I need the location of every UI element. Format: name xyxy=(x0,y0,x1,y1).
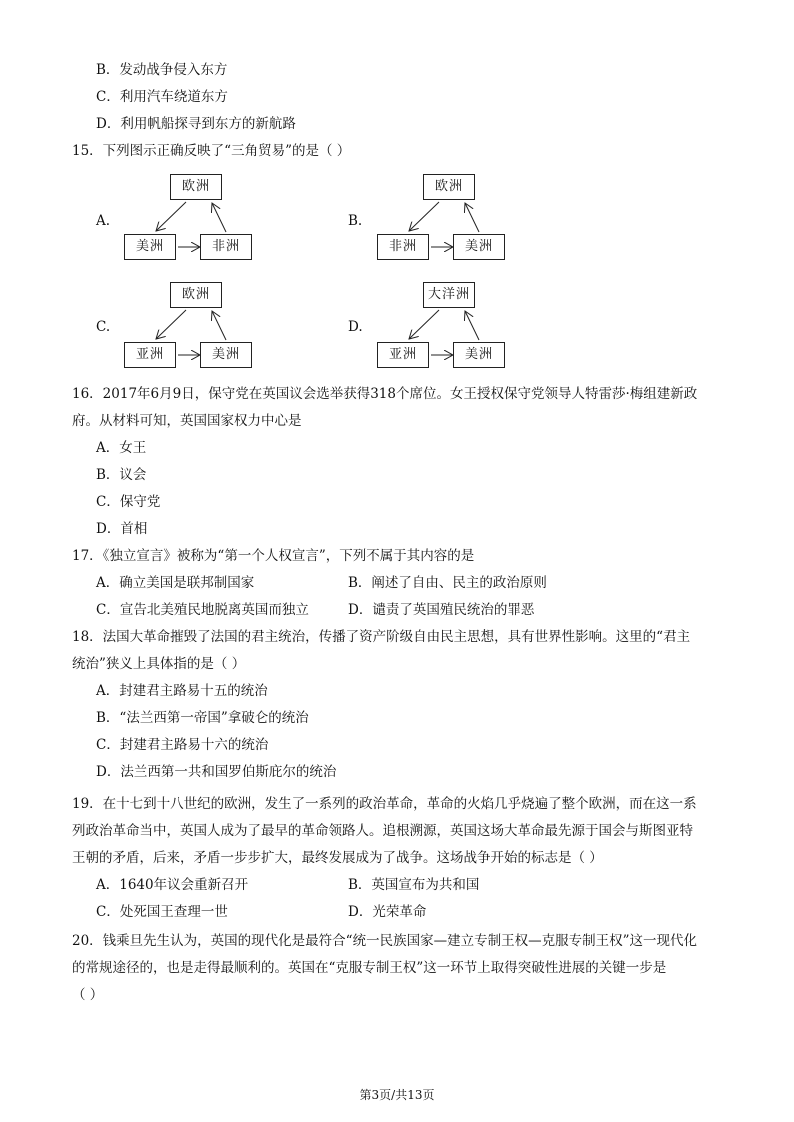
q14-option-b: B．发动战争侵入东方 xyxy=(96,62,228,78)
q19-stem-line3: 王朝的矛盾，后来，矛盾一步步扩大，最终发展成为了战争。这场战争开始的标志是（ ） xyxy=(72,850,603,866)
diagram-b-left-box: 非洲 xyxy=(377,234,429,260)
q15-diagram-a xyxy=(120,174,320,264)
page-footer: 第3页/共13页 xyxy=(359,1088,435,1102)
diagram-b-top-box: 欧洲 xyxy=(423,174,475,200)
q16-stem-line1: 16．2017年6月9日，保守党在英国议会选举获得318个席位。女王授权保守党领导人特雷莎·梅组建新政 xyxy=(72,386,698,402)
q15-diagram-d xyxy=(373,282,573,372)
q18-stem-line1: 18．法国大革命摧毁了法国的君主统治，传播了资产阶级自由民主思想，具有世界性影响。这里的“君主 xyxy=(72,629,691,645)
q19-option-c: C．处死国王查理一世 xyxy=(96,904,228,920)
diagram-a-top-box: 欧洲 xyxy=(170,174,222,200)
diagram-a-right-box: 非洲 xyxy=(200,234,252,260)
q16-option-b: B．议会 xyxy=(96,467,147,483)
q20-stem-line2: 的常规途径的，也是走得最顺利的。英国在“克服专制王权”这一环节上取得突破性进展的关键一步是 xyxy=(72,960,667,976)
q18-option-d: D．法兰西第一共和国罗伯斯庇尔的统治 xyxy=(96,764,337,780)
q20-stem-line3: （ ） xyxy=(72,987,104,1003)
q17-option-c: C．宣告北美殖民地脱离英国而独立 xyxy=(96,602,309,618)
q19-option-d: D．光荣革命 xyxy=(348,904,427,920)
q16-stem-line2: 府。从材料可知，英国国家权力中心是 xyxy=(72,413,302,429)
q15-diagram-c xyxy=(120,282,320,372)
q17-stem: 17．《独立宣言》被称为“第一个人权宣言”，下列不属于其内容的是 xyxy=(72,548,475,564)
diagram-a-left-box: 美洲 xyxy=(124,234,176,260)
diagram-d-right-box: 美洲 xyxy=(453,342,505,368)
q16-option-d: D．首相 xyxy=(96,521,148,537)
q19-stem-line1: 19．在十七到十八世纪的欧洲，发生了一系列的政治革命，革命的火焰几乎烧遍了整个欧洲，而在这一系 xyxy=(72,796,697,812)
q15-option-c-label: C. xyxy=(96,319,111,335)
q18-stem-line2: 统治”狭义上具体指的是（ ） xyxy=(72,656,246,672)
q18-option-c: C．封建君主路易十六的统治 xyxy=(96,737,269,753)
diagram-c-left-box: 亚洲 xyxy=(124,342,176,368)
diagram-b-right-box: 美洲 xyxy=(453,234,505,260)
q14-option-c: C．利用汽车绕道东方 xyxy=(96,89,228,105)
q20-stem-line1: 20．钱乘旦先生认为，英国的现代化是最符合“统一民族国家—建立专制王权—克服专制王权”这一现代化 xyxy=(72,933,697,949)
q19-option-a: A．1640年议会重新召开 xyxy=(96,877,249,893)
q17-option-d: D．谴责了英国殖民统治的罪恶 xyxy=(348,602,535,618)
q16-option-c: C．保守党 xyxy=(96,494,161,510)
diagram-c-top-box: 欧洲 xyxy=(170,282,222,308)
q16-option-a: A．女王 xyxy=(96,440,147,456)
q17-option-b: B．阐述了自由、民主的政治原则 xyxy=(348,575,547,591)
diagram-d-left-box: 亚洲 xyxy=(377,342,429,368)
q15-option-b-label: B. xyxy=(348,213,363,229)
q19-stem-line2: 列政治革命当中，英国人成为了最早的革命领路人。追根溯源，英国这场大革命最先源于国会与斯图亚特 xyxy=(72,823,693,839)
q15-option-a-label: A. xyxy=(96,213,111,229)
diagram-d-top-box: 大洋洲 xyxy=(423,282,475,308)
q17-option-a: A．确立美国是联邦制国家 xyxy=(96,575,255,591)
q15-stem: 15．下列图示正确反映了“三角贸易”的是（ ） xyxy=(72,143,351,159)
q15-diagram-b xyxy=(373,174,573,264)
q18-option-a: A．封建君主路易十五的统治 xyxy=(96,683,268,699)
q14-option-d: D．利用帆船探寻到东方的新航路 xyxy=(96,116,296,132)
q19-option-b: B．英国宣布为共和国 xyxy=(348,877,480,893)
diagram-c-right-box: 美洲 xyxy=(200,342,252,368)
q18-option-b: B．“法兰西第一帝国”拿破仑的统治 xyxy=(96,710,309,726)
q15-option-d-label: D. xyxy=(348,319,363,335)
